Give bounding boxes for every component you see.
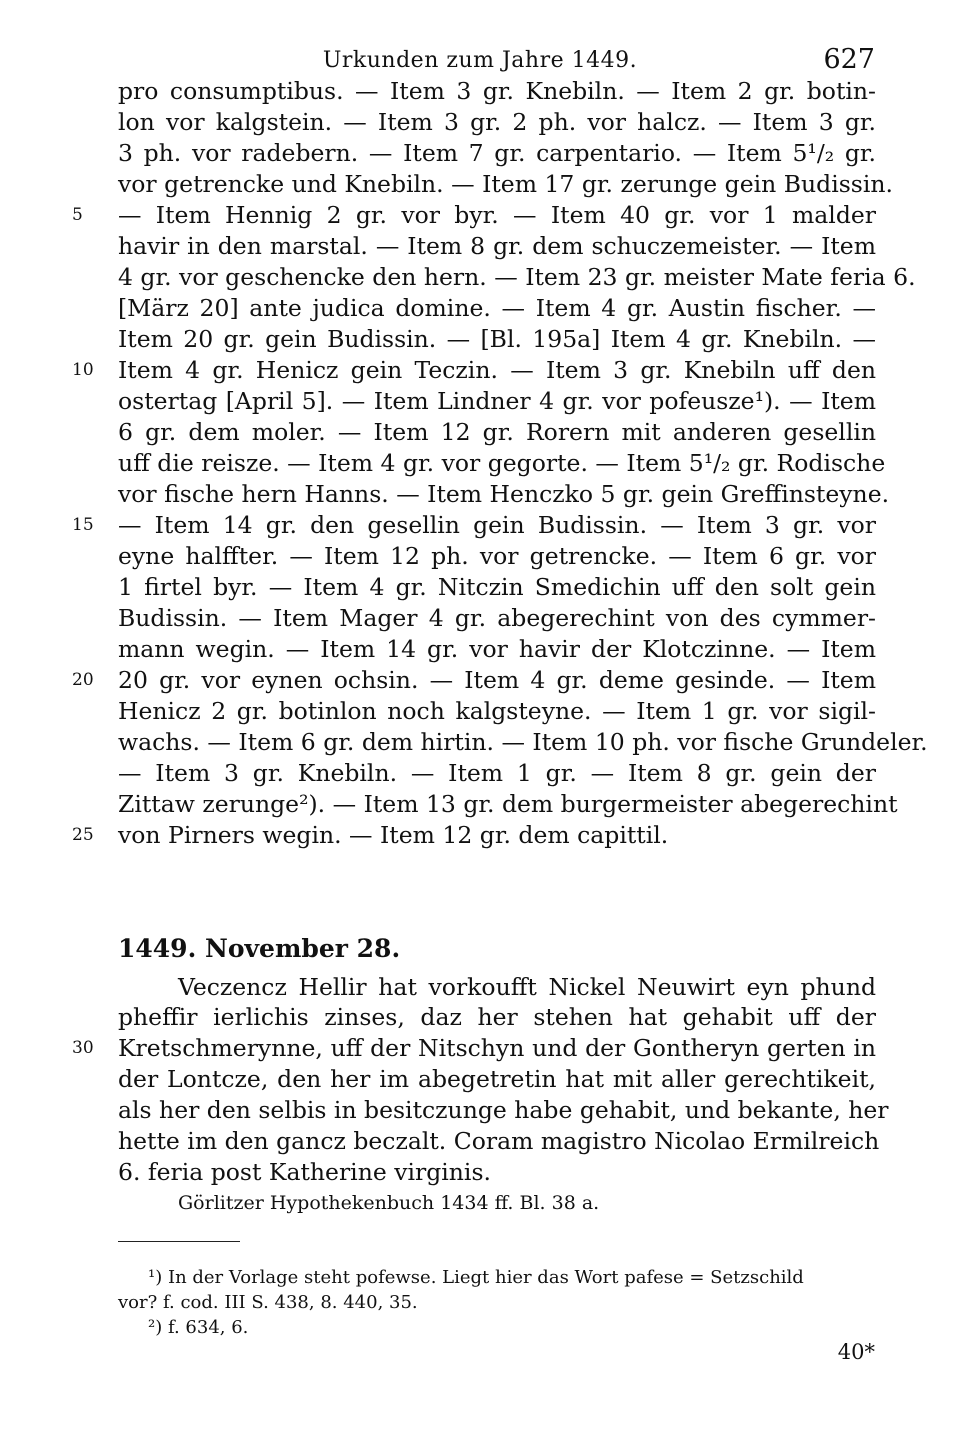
sheet-signature: 40* — [837, 1340, 875, 1364]
running-head: Urkunden zum Jahre 1449. — [322, 48, 638, 73]
line-number: 20 — [72, 670, 94, 690]
text-line: Veczencz Hellir hat vorkoufft Nickel Neuwirt eyn phund — [178, 973, 876, 1001]
document-heading: 1449. November 28. — [118, 934, 401, 963]
text-line: 4 gr. vor geschencke den hern. — Item 23 gr. meister Mate feria 6. — [118, 263, 916, 291]
footnote-divider — [118, 1241, 240, 1242]
text-line: [März 20] ante judica domine. — Item 4 gr. Austin fischer. — — [118, 294, 876, 322]
text-line: pro consumptibus. — Item 3 gr. Knebiln. — Item 2 gr. botin- — [118, 77, 876, 105]
text-line: 20 gr. vor eynen ochsin. — Item 4 gr. deme gesinde. — Item — [118, 666, 876, 694]
text-line: 6. feria post Katherine virginis. — [118, 1158, 491, 1186]
footnote-1-continuation: vor? f. cod. III S. 438, 8. 440, 35. — [118, 1292, 418, 1313]
text-line: uff die reisze. — Item 4 gr. vor gegorte. — Item 5¹/₂ gr. Rodische — [118, 449, 886, 477]
text-line: vor fische hern Hanns. — Item Henczko 5 gr. gein Greffinsteyne. — [118, 480, 890, 508]
text-line: wachs. — Item 6 gr. dem hirtin. — Item 10 ph. vor fische Grundeler. — [118, 728, 928, 756]
line-number: 10 — [72, 360, 94, 380]
line-number: 30 — [72, 1038, 94, 1058]
text-line: 3 ph. vor radebern. — Item 7 gr. carpentario. — Item 5¹/₂ gr. — [118, 139, 876, 167]
text-line: Item 4 gr. Henicz gein Teczin. — Item 3 gr. Knebiln uff den — [118, 356, 876, 384]
text-line: der Lontcze, den her im abegetretin hat mit aller gerechtikeit, — [118, 1065, 876, 1093]
source-citation: Görlitzer Hypothekenbuch 1434 ff. Bl. 38 a. — [178, 1192, 600, 1214]
text-line: von Pirners wegin. — Item 12 gr. dem capittil. — [118, 821, 669, 849]
line-number: 15 — [72, 515, 94, 535]
text-line: vor getrencke und Knebiln. — Item 17 gr. zerunge gein Budissin. — [118, 170, 893, 198]
text-line: Item 20 gr. gein Budissin. — [Bl. 195a] Item 4 gr. Knebiln. — — [118, 325, 876, 353]
line-number: 25 — [72, 825, 94, 845]
text-line: — Item 3 gr. Knebiln. — Item 1 gr. — Item 8 gr. gein der — [118, 759, 876, 787]
text-line: hette im den gancz beczalt. Coram magistro Nicolao Ermilreich — [118, 1127, 880, 1155]
text-line: 1 firtel byr. — Item 4 gr. Nitczin Smedichin uff den solt gein — [118, 573, 876, 601]
text-line: mann wegin. — Item 14 gr. vor havir der Klotczinne. — Item — [118, 635, 876, 663]
footnote-2: ²) f. 634, 6. — [148, 1317, 249, 1338]
text-line: lon vor kalgstein. — Item 3 gr. 2 ph. vor halcz. — Item 3 gr. — [118, 108, 876, 136]
text-line: Henicz 2 gr. botinlon noch kalgsteyne. — Item 1 gr. vor sigil- — [118, 697, 876, 725]
text-line: havir in den marstal. — Item 8 gr. dem schuczemeister. — Item — [118, 232, 876, 260]
text-line: Budissin. — Item Mager 4 gr. abegerechint von des cymmer- — [118, 604, 876, 632]
text-line: als her den selbis in besitczunge habe gehabit, und bekante, her — [118, 1096, 889, 1124]
text-line: eyne halffter. — Item 12 ph. vor getrencke. — Item 6 gr. vor — [118, 542, 876, 570]
text-line: pheffir ierlichis zinses, daz her stehen hat gehabit uff der — [118, 1003, 876, 1031]
text-line: Kretschmerynne, uff der Nitschyn und der Gontheryn gerten in — [118, 1034, 876, 1062]
text-line: — Item Hennig 2 gr. vor byr. — Item 40 gr. vor 1 malder — [118, 201, 876, 229]
text-line: — Item 14 gr. den gesellin gein Budissin. — Item 3 gr. vor — [118, 511, 876, 539]
page-number: 627 — [823, 44, 875, 75]
text-line: Zittaw zerunge²). — Item 13 gr. dem burgermeister abegerechint — [118, 790, 898, 818]
text-line: ostertag [April 5]. — Item Lindner 4 gr. vor pofeusze¹). — Item — [118, 387, 876, 415]
footnote-1: ¹) In der Vorlage steht pofewse. Liegt hier das Wort pafese = Setzschild — [148, 1267, 804, 1288]
text-line: 6 gr. dem moler. — Item 12 gr. Rorern mit anderen gesellin — [118, 418, 876, 446]
line-number: 5 — [72, 205, 83, 225]
